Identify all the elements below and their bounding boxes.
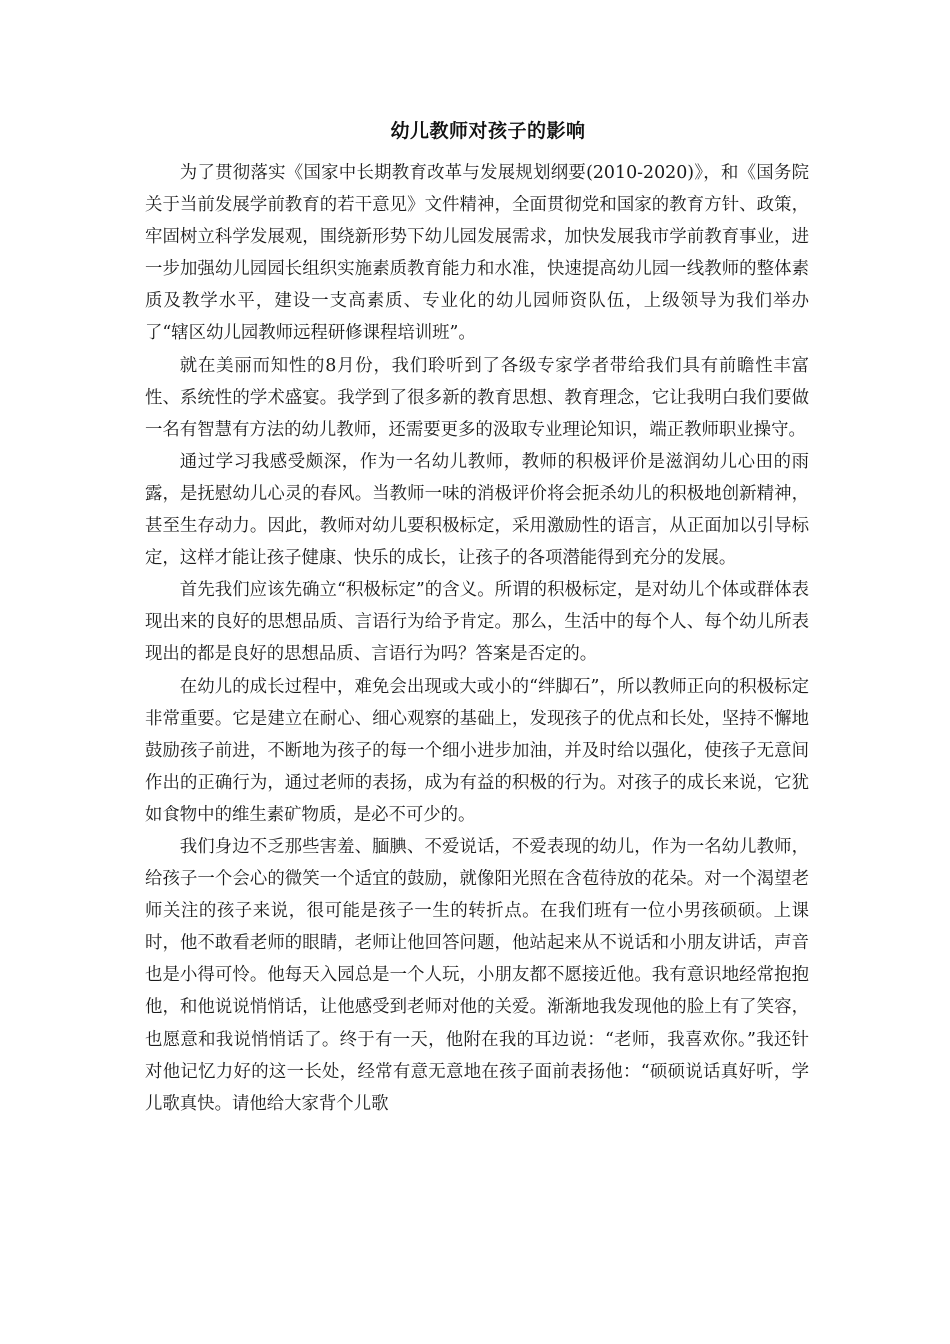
document-title: 幼儿教师对孩子的影响 xyxy=(390,120,586,142)
paragraph: 通过学习我感受颇深，作为一名幼儿教师，教师的积极评价是滋润幼儿心田的雨露，是抚慰幼儿心灵的春风。当教师一味的消极评价将会扼杀幼儿的积极地创新精神，甚至生存动力。因此，教师对幼儿要积极标定，采用激励性的语言，从正面加以引导标定，这样才能让孩子健康、快乐的成长，让孩子的各项潜能得到充分的发展。 xyxy=(145,451,809,569)
paragraph: 我们身边不乏那些害羞、腼腆、不爱说话，不爱表现的幼儿，作为一名幼儿教师，给孩子一个会心的微笑一个适宜的鼓励，就像阳光照在含苞待放的花朵。对一个渴望老师关注的孩子来说，很可能是孩子一生的转折点。在我们班有一位小男孩硕硕。上课时，他不敢看老师的眼睛，老师让他回答问题，他站起来从不说话和小朋友讲话，声音也是小得可怜。他每天入园总是一个人玩，小朋友都不愿接近他。我有意识地经常抱抱他，和他说说悄悄话，让他感受到老师对他的关爱。渐渐地我发现他的脸上有了笑容，也愿意和我说悄悄话了。终于有一天，他附在我的耳边说：“老师，我喜欢你。”我还针对他记忆力好的这一长处，经常有意无意地在孩子面前表扬他：“硕硕说话真好听，学儿歌真快。请他给大家背个儿歌 xyxy=(145,836,809,1114)
paragraph: 为了贯彻落实《国家中长期教育改革与发展规划纲要(2010-2020)》，和《国务院关于当前发展学前教育的若干意见》文件精神，全面贯彻党和国家的教育方针、政策，牢固树立科学发展观，围绕新形势下幼儿园发展需求，加快发展我市学前教育事业，进一步加强幼儿园园长组织实施素质教育能力和水准，快速提高幼儿园一线教师的整体素质及教学水平，建设一支高素质、专业化的幼儿园师资队伍，上级领导为我们举办了“辖区幼儿园教师远程研修课程培训班”。 xyxy=(145,163,809,344)
document-body xyxy=(145,157,809,1120)
paragraph: 就在美丽而知性的8月份，我们聆听到了各级专家学者带给我们具有前瞻性丰富性、系统性的学术盛宴。我学到了很多新的教育思想、教育理念，它让我明白我们要做一名有智慧有方法的幼儿教师，还需要更多的汲取专业理论知识，端正教师职业操守。 xyxy=(145,355,809,440)
paragraph: 在幼儿的成长过程中，难免会出现或大或小的“绊脚石”，所以教师正向的积极标定非常重要。它是建立在耐心、细心观察的基础上，发现孩子的优点和长处，坚持不懈地鼓励孩子前进，不断地为孩子的每一个细小进步加油，并及时给以强化，使孩子无意间作出的正确行为，通过老师的表扬，成为有益的积极的行为。对孩子的成长来说，它犹如食物中的维生素矿物质，是必不可少的。 xyxy=(145,676,809,825)
paragraph: 首先我们应该先确立“积极标定”的含义。所谓的积极标定，是对幼儿个体或群体表现出来的良好的思想品质、言语行为给予肯定。那么，生活中的每个人、每个幼儿所表现出的都是良好的思想品质、言语行为吗？答案是否定的。 xyxy=(145,580,809,665)
